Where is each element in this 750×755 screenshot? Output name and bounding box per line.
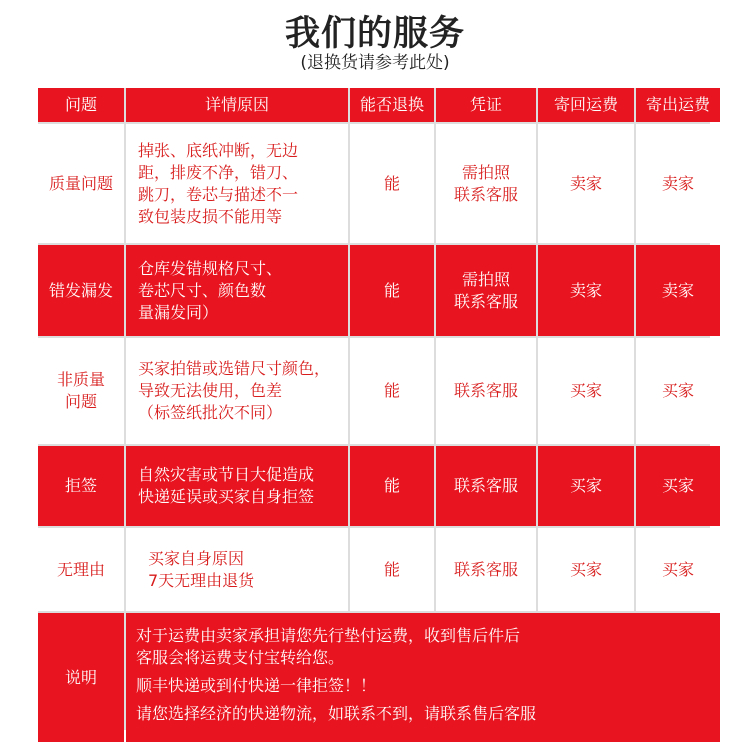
row-return-fee: 买家: [538, 446, 634, 526]
row-return-fee: 买家: [538, 338, 634, 444]
row-return-fee: 卖家: [538, 124, 634, 243]
row-proof: 联系客服: [436, 528, 536, 611]
row-detail: 掉张、底纸冲断，无边 距，排废不净，错刀、 跳刀，卷芯与描述不一 致包装皮损不能用等: [126, 124, 348, 243]
header-detail: 详情原因: [126, 88, 348, 122]
note-line: 对于运费由卖家承担请您先行垫付运费，收到售后件后 客服会将运费支付宝转给您。: [136, 626, 521, 667]
row-issue: 错发漏发: [38, 245, 124, 336]
row-send-fee: 卖家: [636, 245, 720, 336]
row-issue: 无理由: [38, 528, 124, 611]
header-refundable: 能否退换: [350, 88, 434, 122]
row-send-fee: 买家: [636, 528, 720, 611]
row-return-fee: 卖家: [538, 245, 634, 336]
header-send-fee: 寄出运费: [636, 88, 720, 122]
page-subtitle: (退换货请参考此处): [300, 53, 450, 73]
row-issue: 非质量 问题: [38, 338, 124, 444]
row-detail: 仓库发错规格尺寸、 卷芯尺寸、颜色数 量漏发同）: [126, 245, 348, 336]
service-table: [38, 88, 710, 730]
row-proof: 联系客服: [436, 338, 536, 444]
header-proof: 凭证: [436, 88, 536, 122]
row-detail: 买家拍错或选错尺寸颜色， 导致无法使用，色差 （标签纸批次不同）: [126, 338, 348, 444]
row-refundable: 能: [350, 245, 434, 336]
row-detail: 自然灾害或节日大促造成 快递延误或买家自身拒签: [126, 446, 348, 526]
note-line: 请您选择经济的快递物流，如联系不到，请联系售后客服: [136, 704, 537, 723]
page-title: 我们的服务: [284, 14, 465, 54]
row-return-fee: 买家: [538, 528, 634, 611]
note-label: 说明: [38, 613, 124, 742]
note-body: [126, 613, 720, 742]
row-proof: 需拍照 联系客服: [436, 245, 536, 336]
row-send-fee: 卖家: [636, 124, 720, 243]
row-proof: 联系客服: [436, 446, 536, 526]
row-send-fee: 买家: [636, 446, 720, 526]
header-return-fee: 寄回运费: [538, 88, 634, 122]
row-refundable: 能: [350, 338, 434, 444]
note-line: 顺丰快递或到付快递一律拒签！！: [136, 676, 377, 695]
row-send-fee: 买家: [636, 338, 720, 444]
header-issue: 问题: [38, 88, 124, 122]
row-issue: 质量问题: [38, 124, 124, 243]
row-refundable: 能: [350, 446, 434, 526]
row-detail: 买家自身原因 7天无理由退货: [126, 528, 348, 611]
row-proof: 需拍照 联系客服: [436, 124, 536, 243]
row-refundable: 能: [350, 124, 434, 243]
row-issue: 拒签: [38, 446, 124, 526]
row-refundable: 能: [350, 528, 434, 611]
